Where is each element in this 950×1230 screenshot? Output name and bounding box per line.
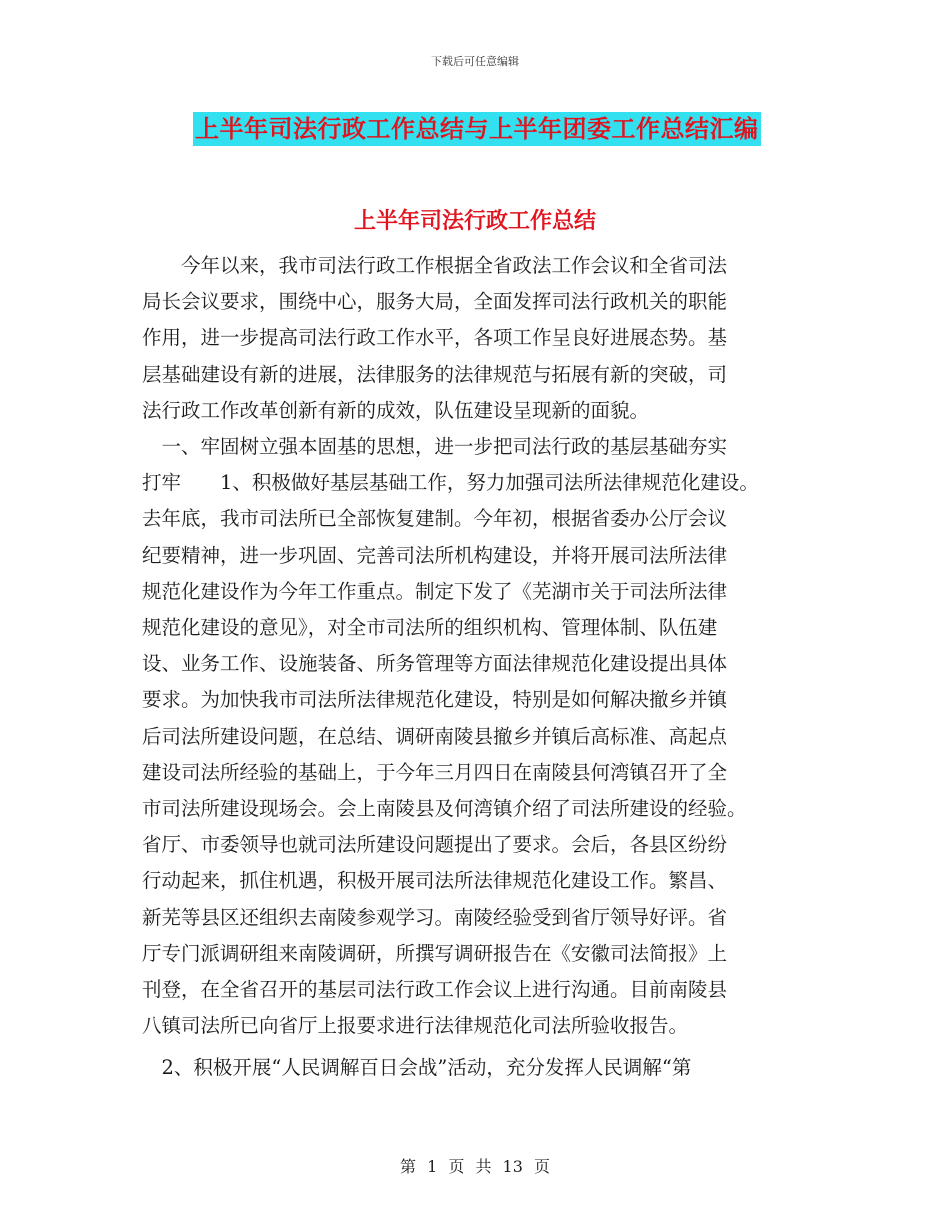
- header-note: 下载后可任意编辑: [431, 55, 519, 68]
- text-line: 今年以来，我市司法行政工作根据全省政法工作会议和全省司法: [142, 254, 728, 277]
- text-line: 局长会议要求，围绕中心，服务大局，全面发挥司法行政机关的职能: [142, 290, 728, 314]
- text-line: 层基础建设有新的进展，法律服务的法律规范与拓展有新的突破，司: [142, 362, 728, 386]
- text-line: 省厅、市委领导也就司法所建设问题提出了要求。会后，各县区纷纷: [142, 833, 728, 857]
- text-line: 刊登，在全省召开的基层司法行政工作会议上进行沟通。目前南陵县: [142, 978, 728, 1002]
- text-line: 2、积极开展“人民调解百日会战”活动，充分发挥人民调解“第: [142, 1056, 692, 1080]
- text-line: 规范化建设作为今年工作重点。制定下发了《芜湖市关于司法所法律: [142, 579, 728, 603]
- text-line: 后司法所建设问题，在总结、调研南陵县撤乡并镇后高标准、高起点: [142, 724, 728, 748]
- page-footer: 第 1 页 共 13 页: [400, 1157, 550, 1176]
- text-line: 法行政工作改革创新有新的成效，队伍建设呈现新的面貌。: [142, 398, 650, 422]
- text-line: 去年底，我市司法所已全部恢复建制。今年初，根据省委办公厅会议: [142, 507, 728, 531]
- text-line: 行动起来，抓住机遇，积极开展司法所法律规范化建设工作。繁昌、: [142, 869, 728, 893]
- section-title: 上半年司法行政工作总结: [353, 209, 596, 234]
- text-line: 一、牢固树立强本固基的思想，进一步把司法行政的基层基础夯实: [142, 435, 728, 459]
- document-title: 上半年司法行政工作总结与上半年团委工作总结汇编: [193, 112, 761, 146]
- text-line: 八镇司法所已向省厅上报要求进行法律规范化司法所验收报告。: [142, 1014, 689, 1038]
- text-line: 建设司法所经验的基础上，于今年三月四日在南陵县何湾镇召开了全: [142, 760, 728, 784]
- text-line: 厅专门派调研组来南陵调研，所撰写调研报告在《安徽司法简报》上: [142, 941, 728, 965]
- text-line: 要求。为加快我市司法所法律规范化建设，特别是如何解决撤乡并镇: [142, 688, 728, 712]
- text-line: 市司法所建设现场会。会上南陵县及何湾镇介绍了司法所建设的经验。: [142, 797, 747, 821]
- body-text: [142, 248, 822, 1087]
- text-line: 作用，进一步提高司法行政工作水平，各项工作呈良好进展态势。基: [142, 326, 728, 350]
- text-line: 规范化建设的意见》，对全市司法所的组织机构、管理体制、队伍建: [142, 616, 718, 640]
- text-line: 设、业务工作、设施装备、所务管理等方面法律规范化建设提出具体: [142, 652, 728, 676]
- text-line: 纪要精神，进一步巩固、完善司法所机构建设，并将开展司法所法律: [142, 543, 728, 567]
- text-line: 打牢 1、积极做好基层基础工作，努力加强司法所法律规范化建设。: [142, 471, 759, 495]
- text-line: 新芜等县区还组织去南陵参观学习。南陵经验受到省厅领导好评。省: [142, 905, 728, 929]
